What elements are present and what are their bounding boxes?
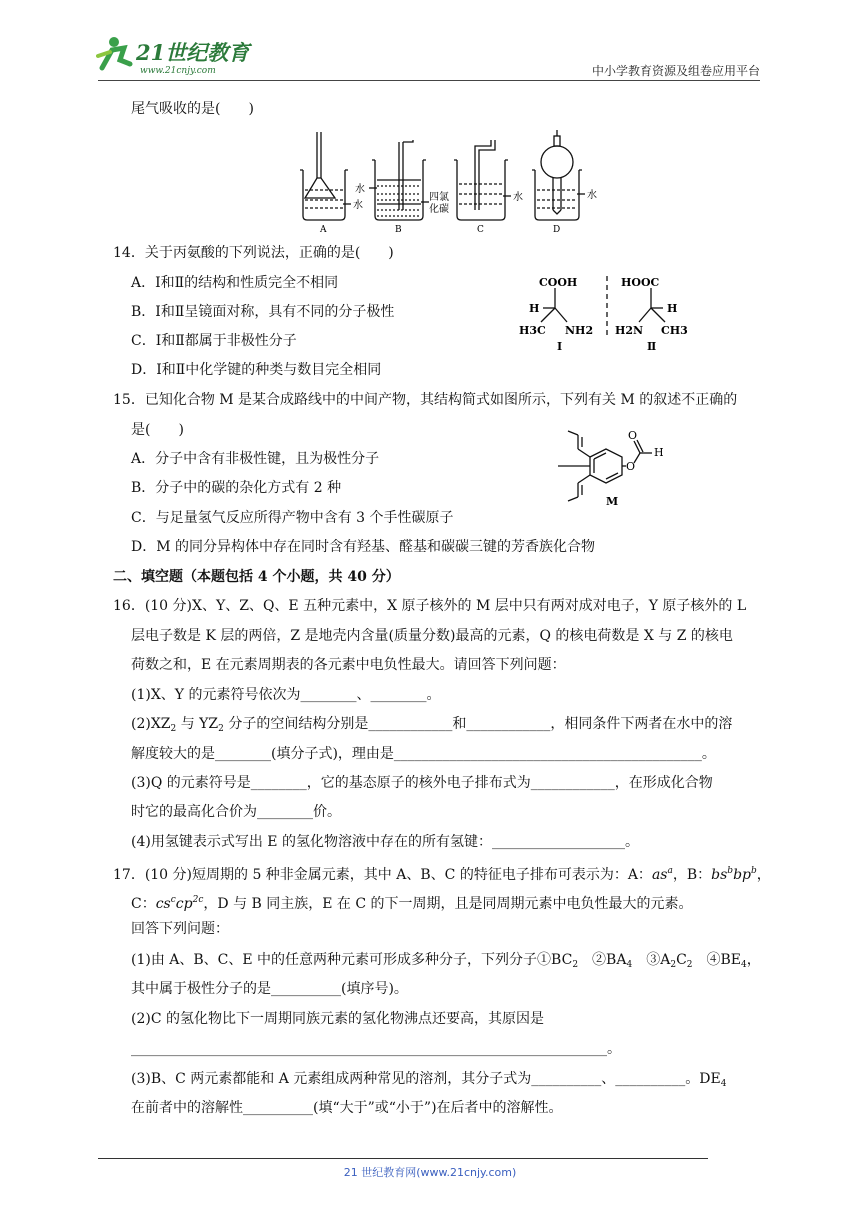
q13-label-ccl4-2: 化碳 xyxy=(429,204,449,215)
q13-option-c: C xyxy=(477,225,484,234)
q13-tail: 尾气吸收的是( ) xyxy=(131,101,254,117)
q13-label-water-d: 水 xyxy=(587,190,597,201)
q16-line-3: 荷数之和，E 在元素周期表的各元素中电负性最大。请回答下列问题： xyxy=(131,657,566,673)
q14-left-h: H xyxy=(529,302,540,315)
site-logo xyxy=(96,34,256,78)
q15-aldehyde-h: H xyxy=(654,446,664,459)
q14-label-2: Ⅱ xyxy=(647,340,657,353)
q17-p3-text: (3)B、C 两元素都能和 A 元素组成两种常见的溶剂，其分子式为__________、__________。DE xyxy=(131,1071,721,1087)
q14-option-c: C．Ⅰ和Ⅱ都属于非极性分子 xyxy=(131,333,297,349)
q13-label-water-b: 水 xyxy=(355,184,365,195)
q17-l2-pre: C： xyxy=(131,896,156,912)
q16-p2-sub-1: 2 xyxy=(170,724,177,734)
q17-p1-t5: ④BE xyxy=(692,952,742,968)
q16-part-4: (4)用氢键表示式写出 E 的氢化物溶液中存在的所有氢键：___________________。 xyxy=(131,834,639,850)
q17-l1-mid: ，B： xyxy=(672,867,712,883)
q14-stem: 14．关于丙氨酸的下列说法，正确的是( ) xyxy=(113,245,394,261)
q17-p3-sub: 4 xyxy=(720,1079,727,1089)
q14-right-h: H xyxy=(667,302,678,315)
q17-p1-s3: 2 xyxy=(670,960,677,970)
q16-part-1: (1)X、Y 的元素符号依次为________、________。 xyxy=(131,687,441,703)
footer-divider xyxy=(98,1158,708,1159)
q17-c-p: cp xyxy=(175,896,193,912)
q17-p1-t4: C xyxy=(676,952,687,968)
q16-part-2a xyxy=(131,714,732,739)
q13-label-water-c: 水 xyxy=(513,192,523,203)
q17-p1-t1: (1)由 A、B、C、E 中的任意两种元素可形成多种分子，下列分子①BC xyxy=(131,952,573,968)
q15-stem-2: 是( ) xyxy=(131,422,184,438)
q17-l1-end: ， xyxy=(756,867,771,883)
q16-part-2b: 解度较大的是________(填分子式)，理由是____________________________________________。 xyxy=(131,746,716,762)
header-platform-text: 中小学教育资源及组卷应用平台 xyxy=(591,64,760,78)
q15-carbonyl-o: O xyxy=(628,429,638,442)
q16-p2-text-1: (2)XZ xyxy=(131,716,171,732)
q17-part-3a xyxy=(131,1069,726,1094)
q17-p1-s5: 4 xyxy=(741,960,747,970)
q17-part-1b: 其中属于极性分子的是__________(填序号)。 xyxy=(131,981,408,997)
q14-alanine-figure xyxy=(515,272,705,354)
q17-p1-s4: 2 xyxy=(686,960,693,970)
q17-l1-text: 17．(10 分)短周期的 5 种非金属元素，其中 A、B、C 的特征电子排布可表示为：A： xyxy=(113,867,652,883)
q15-option-c: C．与足量氢气反应所得产物中含有 3 个手性碳原子 xyxy=(131,510,454,526)
footer-link[interactable]: 21 世纪教育网(www.21cnjy.com) xyxy=(343,1166,517,1179)
q15-stem-1: 15．已知化合物 M 是某合成路线中的中间产物，其结构简式如图所示，下列有关 M 的叙述不正确的 xyxy=(113,392,738,408)
q17-l2-end: ，D 与 B 同主族，E 在 C 的下一周期，且是同周期元素中电负性最大的元素。 xyxy=(203,896,693,912)
logo-title: 21世纪教育 xyxy=(136,40,250,65)
q13-option-a: A xyxy=(320,225,327,234)
q13-option-d: D xyxy=(553,225,561,234)
q16-part-3a: (3)Q 的元素符号是________，它的基态原子的核外电子排布式为____________，在形成化合物 xyxy=(131,775,713,791)
q15-compound-m-figure xyxy=(548,425,678,513)
header-divider xyxy=(98,80,760,81)
section-2-heading: 二、填空题（本题包括 4 个小题，共 40 分） xyxy=(113,569,400,585)
q17-b-sup-2: b xyxy=(751,866,757,876)
q17-p1-s2: 4 xyxy=(626,960,633,970)
q17-c-sup-1: c xyxy=(170,895,176,905)
q14-left-nh2: NH2 xyxy=(565,324,594,337)
logo-graphic xyxy=(96,34,256,78)
q17-part-2b: ____________________________________________________________________。 xyxy=(131,1041,621,1057)
q14-option-b: B．Ⅰ和Ⅱ呈镜面对称，具有不同的分子极性 xyxy=(131,304,395,320)
logo-url: www.21cnjy.com xyxy=(140,66,216,76)
q17-line-2 xyxy=(131,890,693,914)
q14-right-cooh: HOOC xyxy=(621,276,660,289)
q17-p1-t3: ③A xyxy=(632,952,671,968)
q17-c-s: cs xyxy=(155,896,171,912)
q17-b-p: bp xyxy=(733,867,751,883)
q15-ester-o: O xyxy=(626,460,636,473)
q16-part-3b: 时它的最高化合价为________价。 xyxy=(131,804,341,820)
q14-option-d: D．Ⅰ和Ⅱ中化学键的种类与数目完全相同 xyxy=(131,362,382,378)
q16-p2-sub-2: 2 xyxy=(218,724,224,734)
q17-a-config: as xyxy=(651,867,668,883)
q16-line-1: 16．(10 分)X、Y、Z、Q、E 五种元素中，X 原子核外的 M 层中只有两对成对电子，Y 原子核外的 L xyxy=(113,598,747,614)
q17-part-2a: (2)C 的氢化物比下一周期同族元素的氢化物沸点还要高，其原因是 xyxy=(131,1011,544,1027)
q14-label-1: Ⅰ xyxy=(557,340,563,353)
q17-p1-t2: ②BA xyxy=(578,952,627,968)
q14-option-a: A．Ⅰ和Ⅱ的结构和性质完全不相同 xyxy=(131,275,339,291)
q13-apparatus-figure xyxy=(295,128,605,234)
q14-left-ch3: H3C xyxy=(519,324,546,337)
q17-a-sup: a xyxy=(667,866,673,876)
q17-line-1 xyxy=(113,861,771,885)
q17-b-sup-1: b xyxy=(727,866,734,876)
q15-option-a: A．分子中含有非极性键，且为极性分子 xyxy=(131,451,380,467)
q14-right-nh2: H2N xyxy=(615,324,644,337)
q13-option-b: B xyxy=(395,225,402,234)
q15-option-b: B．分子中的碳的杂化方式有 2 种 xyxy=(131,480,342,496)
q17-part-3b: 在前者中的溶解性__________(填“大于”或“小于”)在后者中的溶解性。 xyxy=(131,1100,563,1116)
q16-p2-text-2: 与 YZ xyxy=(176,716,219,732)
q17-p1-t6: ， xyxy=(746,952,761,968)
q13-label-ccl4-1: 四氯 xyxy=(429,192,449,203)
q14-left-cooh: COOH xyxy=(539,276,578,289)
q17-p1-s1: 2 xyxy=(572,960,579,970)
q17-part-1a xyxy=(131,950,761,975)
q17-b-s: bs xyxy=(711,867,728,883)
q15-option-d: D．M 的同分异构体中存在同时含有羟基、醛基和碳碳三键的芳香族化合物 xyxy=(131,539,596,555)
q17-line-3: 回答下列问题： xyxy=(131,921,229,937)
q17-c-sup-2: 2c xyxy=(192,895,204,905)
q16-p2-text-3: 分子的空间结构分别是____________和____________，相同条件下两者在水中的溶 xyxy=(223,716,733,732)
q14-right-ch3: CH3 xyxy=(661,324,688,337)
q15-label-m: M xyxy=(606,495,619,508)
q16-line-2: 层电子数是 K 层的两倍，Z 是地壳内含量(质量分数)最高的元素，Q 的核电荷数是 X 与 Z 的核电 xyxy=(131,628,733,644)
q13-label-water-a: 水 xyxy=(353,200,363,211)
